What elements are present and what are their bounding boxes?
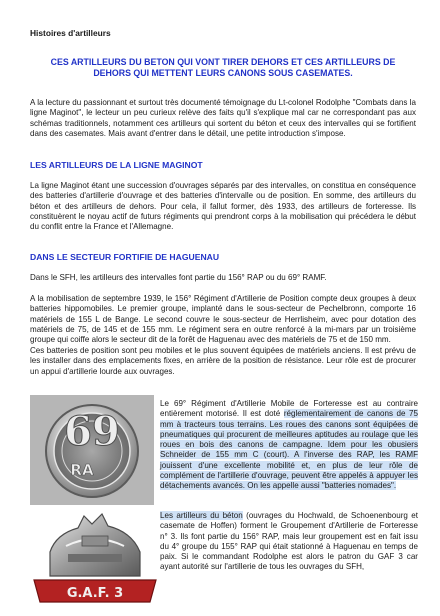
breadcrumb: Histoires d'artilleurs <box>30 28 111 38</box>
sfh-paragraph: Dans le SFH, les artilleurs des intervalles font partie du 156° RAP ou du 69° RAMF. <box>30 273 327 282</box>
maginot-paragraph: La ligne Maginot étant une succession d'ouvrages séparés par des intervalles, on constitua en conséquence des batteries d'artillerie d'ouvrage et des batteries d'intervalle ou de position. En somme, des artilleurs du béton et des artilleurs de dehors. Pour cela, il fallut former, dès 1933, des artilleurs de forteresse. Ils constituèrent le noyau actif de futurs régiments qui prendront corps à la mobilisation qui précédera le début du conflit entre la France et l'Allemagne. <box>30 181 416 232</box>
ra-69-insignia-icon <box>30 395 154 505</box>
intro-paragraph: A la lecture du passionnant et surtout très documenté témoignage du Lt-colonel Rodolphe "Combats dans la ligne Maginot", le lecteur un peu curieux relève des faits qu'il s'explique mal car ne correspondant pas aux schémas traditionnels, notamment ces artilleurs qui sortent du béton et ceux des intervalles qui se fortifient dans des casemates. Mais avant d'entrer dans le détail, une petite introduction s'impose. <box>30 98 416 138</box>
gaf-rest-text: (ouvrages du Hochwald, de Schoenenbourg et casemate de Hoffen) forment le Groupement d'Artillerie de Forteresse n° 3. Ils font partie du 156° RAP, mais leur groupement est en fait issu du 4° groupe du 155° RAP qui était stationné à Haguenau en temps de paix. Si le commandant Rodolphe est alors le patron du GAF 3 car ayant autorité sur l'artillerie de tous les ouvrages du SFH, <box>160 511 418 572</box>
ramf-plain-text: Le 69° Régiment d'Artillerie Mobile de Forteresse est au contraire entièrement motorisé. Il est doté <box>160 399 418 419</box>
gaf-3-insignia-icon <box>22 506 168 610</box>
section-heading-maginot: LES ARTILLEURS DE LA LIGNE MAGINOT <box>30 160 203 170</box>
ramf-paragraph <box>160 399 418 492</box>
badge-ra-text: RA <box>70 461 94 479</box>
ramf-highlighted-text: réglementairement de canons de 75 mm à tracteurs tous terrains. Les roues des canons sont équipées de pneumatiques qui procurent de meilleures aptitudes au roulage que les roues en bois des canons de campagne. Idem pour les obusiers Schneider de 155 mm C (court). A l'inverse des RAP, les RAMF jouissent d'une excellente mobilité et, en plus de leur rôle de complément de l'artillerie d'ouvrage, peuvent être appelés à appuyer les détachements avancés. On les appelle aussi "batteries nomades". <box>160 409 418 491</box>
gaf-paragraph <box>160 511 418 573</box>
page-title: CES ARTILLEURS DU BETON QUI VONT TIRER DEHORS ET CES ARTILLEURS DE DEHORS QUI METTENT LEURS CANONS SOUS CASEMATES. <box>50 57 396 79</box>
batteries-paragraph: Ces batteries de position sont peu mobiles et le plus souvent équipées de matériels anciens. Il est prévu de les installer dans des emplacements fixes, en arrière de la position de résistance. Leur rôle est de procurer un appui d'artillerie lourde aux ouvrages. <box>30 346 416 376</box>
badge-gaf-text: G.A.F. 3 <box>66 586 124 601</box>
section-heading-haguenau: DANS LE SECTEUR FORTIFIE DE HAGUENAU <box>30 252 220 262</box>
badge-number: 69 <box>64 408 120 455</box>
rap-paragraph: A la mobilisation de septembre 1939, le 156° Régiment d'Artillerie de Position compte deux groupes à deux batteries hippomobiles. Le premier groupe, implanté dans le sous-secteur de Pechelbronn, comporte 16 matériels de 155 L de Bange. Le second couvre le sous-secteur de Herrlisheim, avec pour dotation des matériels de 75, de 145 et de 155 mm. Le régiment sera en outre renforcé à la mi-mars par un troisième groupe qui coiffe alors le secteur dit de la forêt de Haguenau avec des matériels de 75 et de 150 mm. <box>30 294 416 345</box>
gaf-highlighted-text: Les artilleurs du béton <box>160 511 243 520</box>
